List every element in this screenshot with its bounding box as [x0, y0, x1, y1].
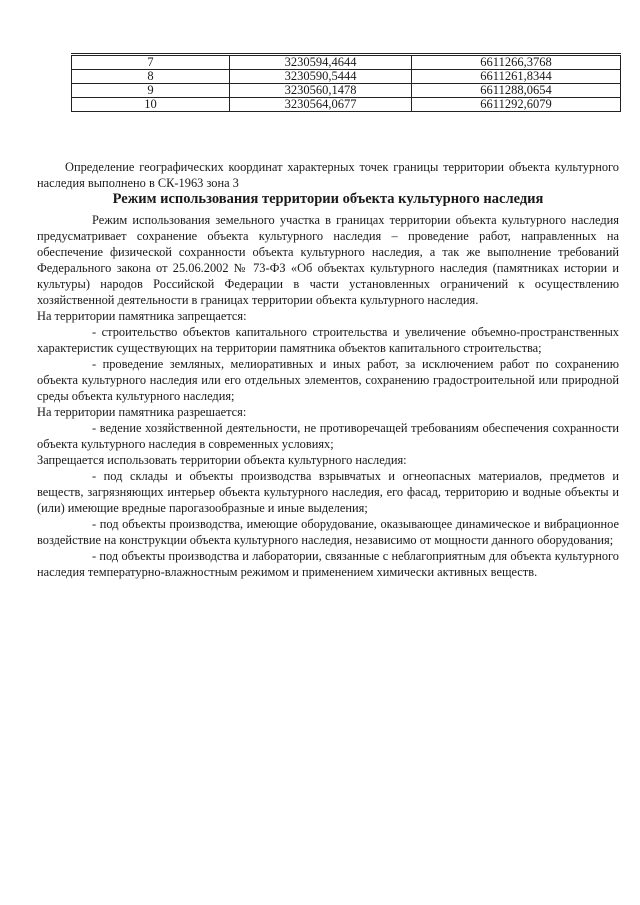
prohibited-item-2: - проведение земляных, мелиоративных и иных работ, за исключением работ по сохранению объекта культурного наследия или его отдельных элементов, сохранению градостроительной или природной среды объекта культурного наследия;	[37, 357, 619, 403]
coordinates-table	[71, 55, 621, 112]
table-row	[72, 56, 621, 70]
forbidden-use-item-3: - под объекты производства и лаборатории, связанные с неблагоприятным для объекта культурного наследия температурно-влажностным режимом и применением химически активных веществ.	[37, 549, 619, 579]
intro-paragraph: Режим использования земельного участка в границах территории объекта культурного наследия предусматривает сохранение объекта культурного наследия – проведение работ, направленных на обеспечение физической сохранности объекта культурного наследия, а так же выполнение требований Федерального закона от 25.06.2002 № 73-ФЗ «Об объектах культурного наследия (памятниках истории и культуры) народов Российской Федерации в части установленных ограничений к осуществлению хозяйственной деятельности в границах территории объекта культурного наследия.	[37, 213, 619, 307]
table-row	[72, 98, 621, 112]
x-coordinate-cell: 3230590,5444	[230, 70, 412, 84]
allowed-heading: На территории памятника разрешается:	[37, 405, 247, 419]
y-coordinate-cell: 6611292,6079	[412, 98, 621, 112]
table-row	[72, 84, 621, 98]
x-coordinate-cell: 3230560,1478	[230, 84, 412, 98]
section-heading: Режим использования территории объекта культурного наследия	[112, 191, 544, 207]
point-number-cell: 7	[72, 56, 230, 70]
forbidden-use-item-2: - под объекты производства, имеющие оборудование, оказывающее динамическое и вибрационное воздействие на конструкции объекта культурного наследия, независимо от мощности данного оборудования;	[37, 517, 619, 547]
coordinate-system-note: Определение географических координат характерных точек границы территории объекта культурного наследия выполнено в СК-1963 зона 3	[37, 160, 619, 191]
y-coordinate-cell: 6611266,3768	[412, 56, 621, 70]
y-coordinate-cell: 6611261,8344	[412, 70, 621, 84]
forbidden-use-heading: Запрещается использовать территории объекта культурного наследия:	[37, 453, 407, 467]
table-top-rule	[71, 53, 621, 54]
prohibited-heading: На территории памятника запрещается:	[37, 309, 247, 323]
point-number-cell: 8	[72, 70, 230, 84]
table-row	[72, 70, 621, 84]
x-coordinate-cell: 3230564,0677	[230, 98, 412, 112]
forbidden-use-item-1: - под склады и объекты производства взрывчатых и огнеопасных материалов, предметов и веществ, загрязняющих интерьер объекта культурного наследия, его фасад, территорию и водные объекты и (или) имеющие вредные парогазообразные и иные выделения;	[37, 469, 619, 515]
point-number-cell: 10	[72, 98, 230, 112]
allowed-item-1: - ведение хозяйственной деятельности, не противоречащей требованиям обеспечения сохранности объекта культурного наследия в современных условиях;	[37, 421, 619, 451]
regime-text	[37, 212, 619, 580]
y-coordinate-cell: 6611288,0654	[412, 84, 621, 98]
x-coordinate-cell: 3230594,4644	[230, 56, 412, 70]
prohibited-item-1: - строительство объектов капитального строительства и увеличение объемно-пространственных характеристик существующих на территории памятника объектов капитального строительства;	[37, 325, 619, 355]
point-number-cell: 9	[72, 84, 230, 98]
